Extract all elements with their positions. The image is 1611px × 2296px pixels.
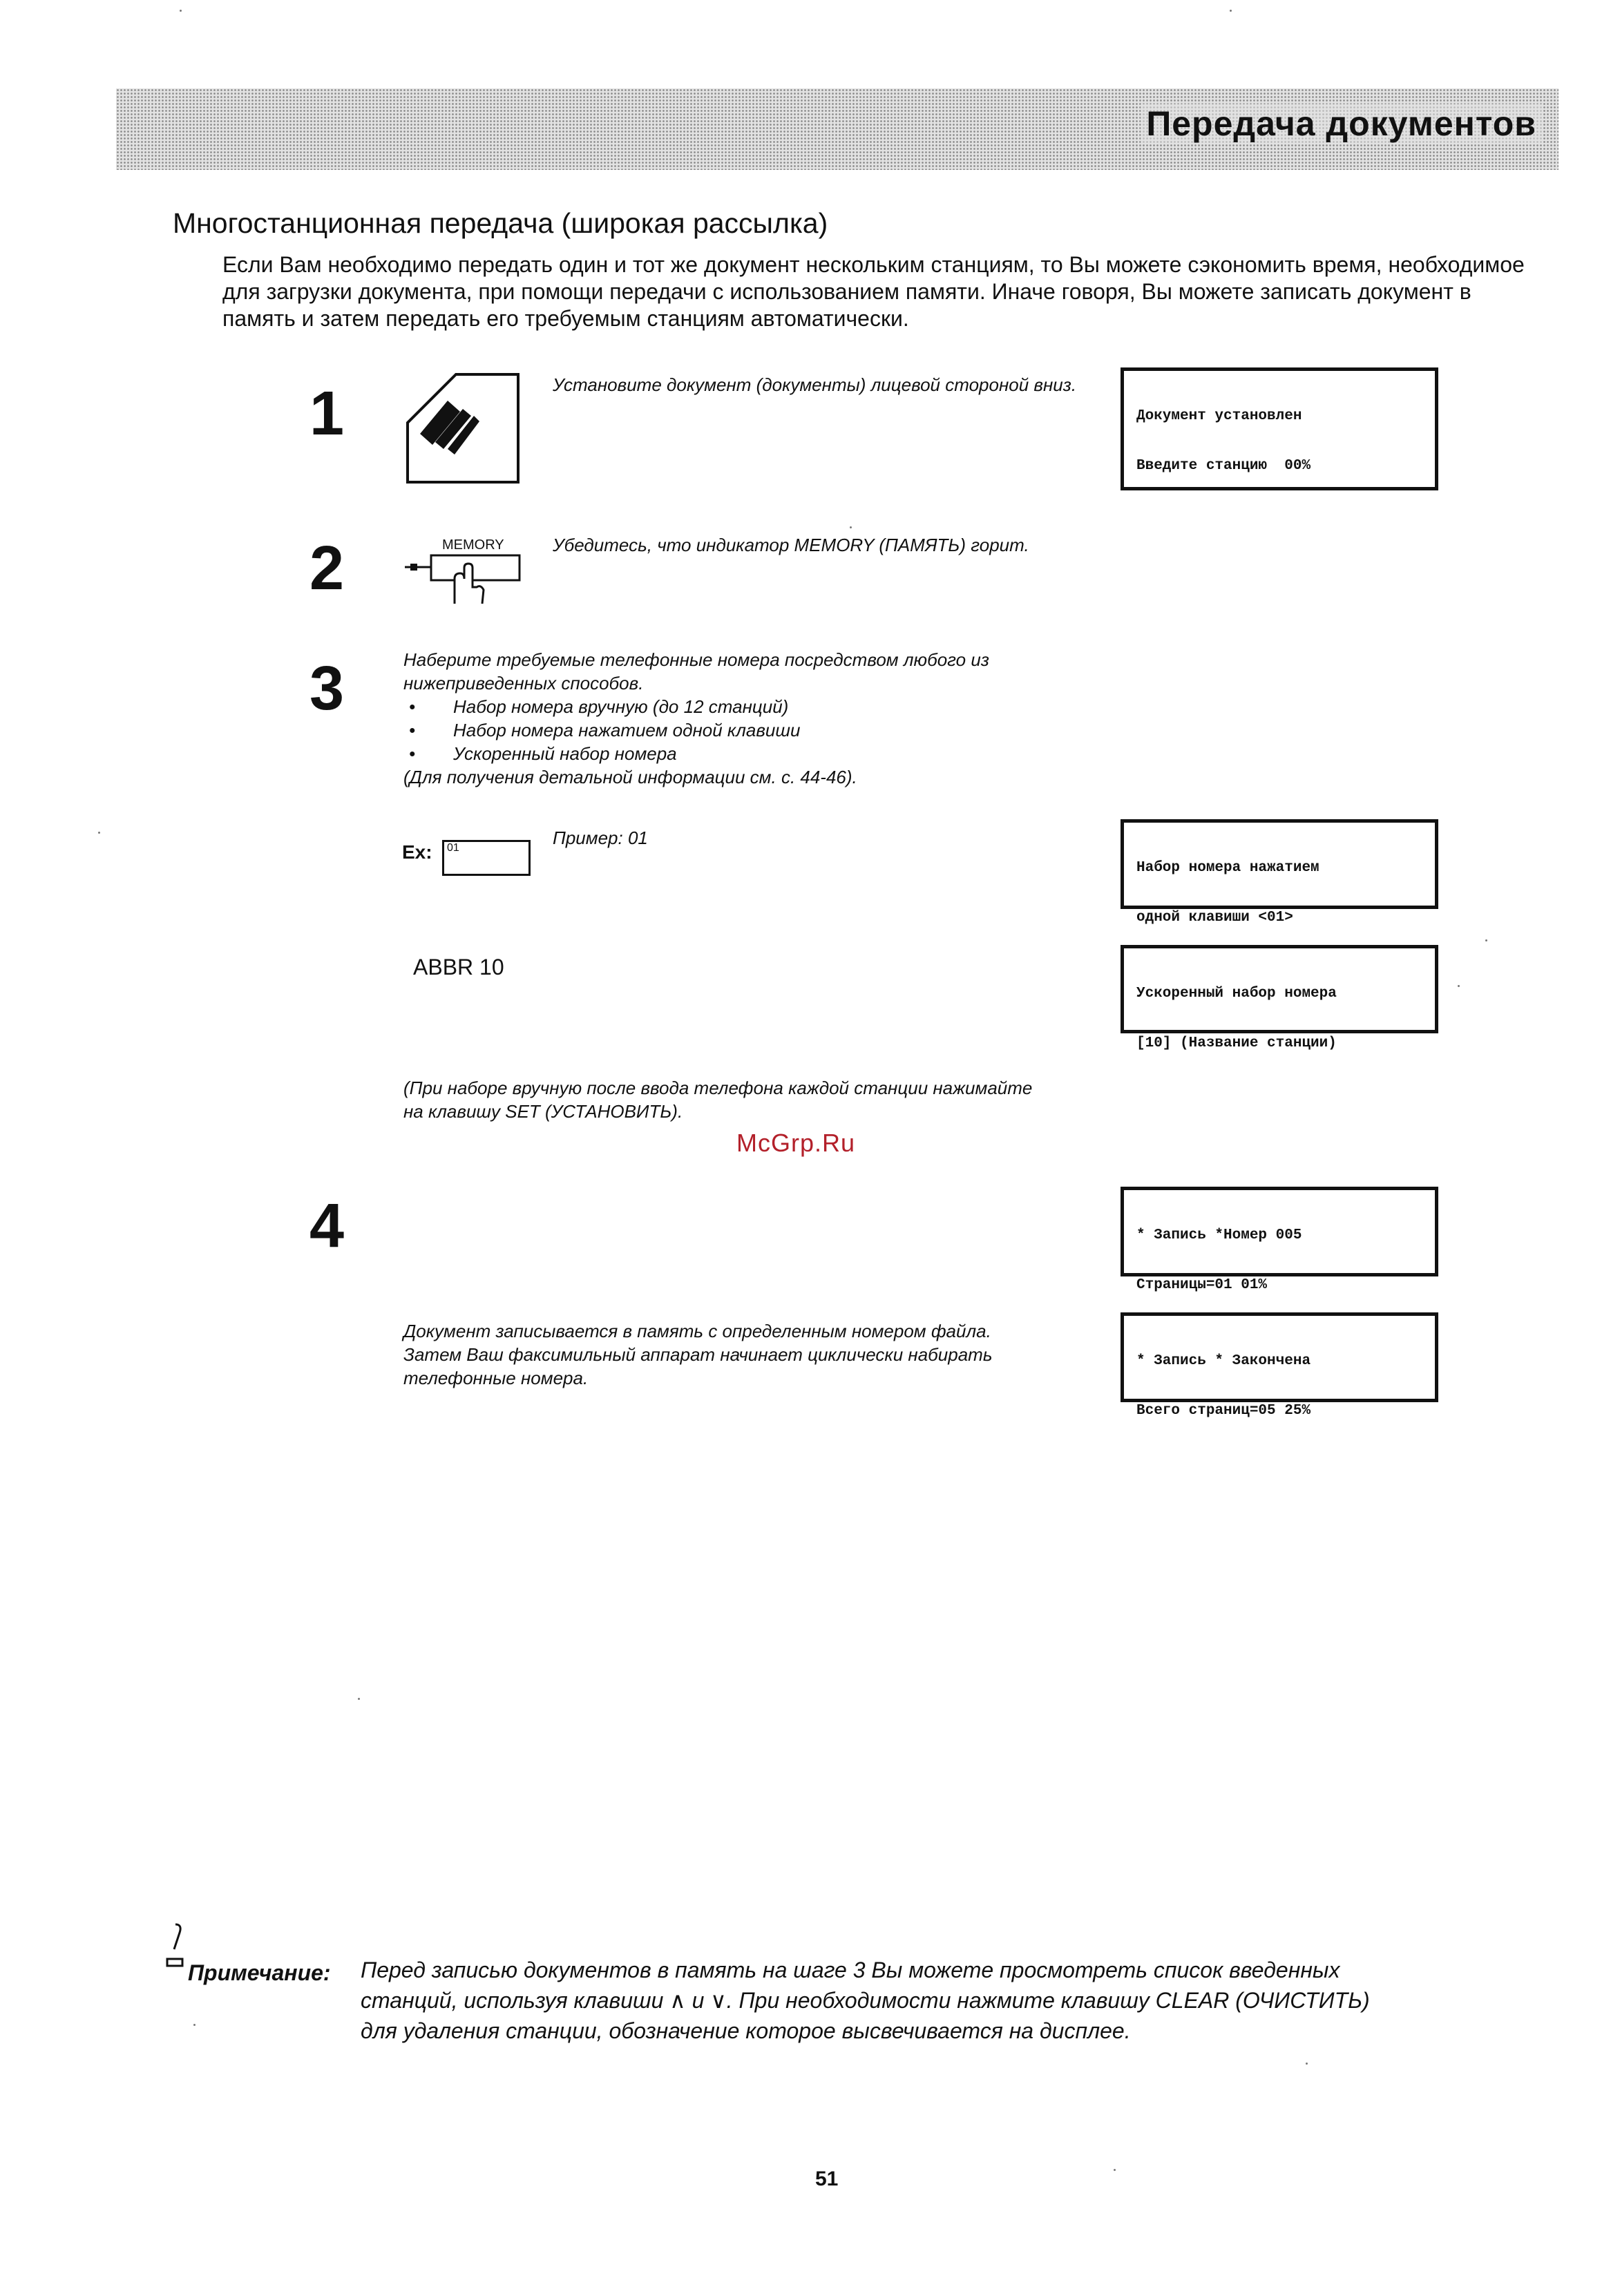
watermark: McGrp.Ru <box>736 1129 856 1157</box>
scan-speck <box>193 2024 196 2026</box>
lcd-line: * Запись * Закончена <box>1136 1353 1311 1369</box>
note-text <box>361 1955 1535 2046</box>
abbr-label: ABBR 10 <box>413 955 504 979</box>
example-caption: Пример: 01 <box>553 827 648 848</box>
scan-speck <box>1114 2169 1116 2171</box>
note-line: для удаления станции, обозначение которое высвечивается на дисплее. <box>361 2018 1131 2043</box>
lcd-line: [10] (Название станции) <box>1136 1035 1337 1051</box>
scan-speck <box>1306 2063 1308 2065</box>
lcd-line: Введите станцию 00% <box>1136 458 1311 474</box>
manual-note-line: на клавишу SET (УСТАНОВИТЬ). <box>403 1101 683 1122</box>
scan-speck <box>1230 10 1232 12</box>
step-3-reference: (Для получения детальной информации см. с. 44-46). <box>403 767 857 787</box>
step-1-number: 1 <box>309 379 345 448</box>
manual-dialing-note <box>403 1076 1163 1123</box>
step-4-text-line: Документ записывается в память с определенным номером файла. <box>403 1321 991 1341</box>
example-lcd <box>1121 819 1438 926</box>
step-2-number: 2 <box>309 534 345 603</box>
page-header-title: Передача документов <box>1141 104 1542 144</box>
lcd-line: Всего страниц=05 25% <box>1136 1403 1311 1419</box>
step-2-text: Убедитесь, что индикатор MEMORY (ПАМЯТЬ) горит. <box>553 535 1029 555</box>
scan-speck <box>358 1698 360 1700</box>
example-label: Ex: <box>402 841 432 863</box>
step-3-text-line: Наберите требуемые телефонные номера посредством любого из <box>403 649 989 670</box>
manual-note-line: (При наборе вручную после ввода телефона каждой станции нажимайте <box>403 1078 1033 1098</box>
lcd-line: одной клавиши <01> <box>1136 910 1293 926</box>
step-4-number: 4 <box>309 1192 345 1261</box>
note-line: Перед записью документов в память на шаге 3 Вы можете просмотреть список введенных <box>361 1958 1340 1982</box>
list-item: • Ускоренный набор номера <box>403 742 1232 765</box>
step-3-text-line: нижеприведенных способов. <box>403 673 644 693</box>
intro-paragraph: Если Вам необходимо передать один и тот же документ нескольким станциям, то Вы можете сэкономить время, необходимое для загрузки документа, при помощи передачи с использованием памяти. Иначе говоря, Вы можете записать документ в память и затем передать его требуемым станциям автоматически. <box>222 252 1525 331</box>
lcd-line: Страницы=01 01% <box>1136 1277 1268 1293</box>
scan-speck <box>180 10 182 12</box>
step-1-text: Установите документ (документы) лицевой стороной вниз. <box>553 374 1077 395</box>
step-4-lcd <box>1121 1187 1438 1293</box>
note-pencil-icon <box>164 1922 185 1967</box>
step-4-text-line: телефонные номера. <box>403 1368 589 1388</box>
memory-button-label: MEMORY <box>442 537 504 553</box>
note-line: станций, используя клавиши ∧ и ∨. При необходимости нажмите клавишу CLEAR (ОЧИСТИТЬ) <box>361 1988 1370 2013</box>
step-4-text-line: Затем Ваш факсимильный аппарат начинает циклически набирать <box>403 1344 993 1365</box>
section-title: Многостанционная передача (широкая рассылка) <box>173 207 828 239</box>
page-number: 51 <box>815 2168 839 2190</box>
lcd-line: * Запись *Номер 005 <box>1136 1227 1302 1243</box>
one-touch-key <box>442 840 531 876</box>
one-touch-key-label: 01 <box>447 842 459 854</box>
list-item: • Набор номера вручную (до 12 станций) <box>403 695 1232 718</box>
step-3-text <box>403 648 1232 789</box>
document-feed-icon <box>405 373 521 485</box>
lcd-line: Набор номера нажатием <box>1136 860 1319 876</box>
scan-speck <box>1485 939 1487 941</box>
step-4-text <box>403 1319 1094 1390</box>
step-4-lcd-finished <box>1121 1312 1438 1419</box>
scan-speck <box>98 832 100 834</box>
header-banner <box>116 88 1558 170</box>
lcd-line: Ускоренный набор номера <box>1136 986 1337 1002</box>
scan-speck <box>850 526 852 528</box>
step-1-lcd <box>1121 367 1438 490</box>
step-3-number: 3 <box>309 654 345 723</box>
scan-speck <box>1458 985 1460 987</box>
note-label: Примечание: <box>188 1960 331 1985</box>
list-item: • Набор номера нажатием одной клавиши <box>403 718 1232 742</box>
lcd-line: Документ установлен <box>1136 408 1302 424</box>
abbr-lcd <box>1121 945 1438 1051</box>
dialing-methods-list <box>403 695 1232 765</box>
